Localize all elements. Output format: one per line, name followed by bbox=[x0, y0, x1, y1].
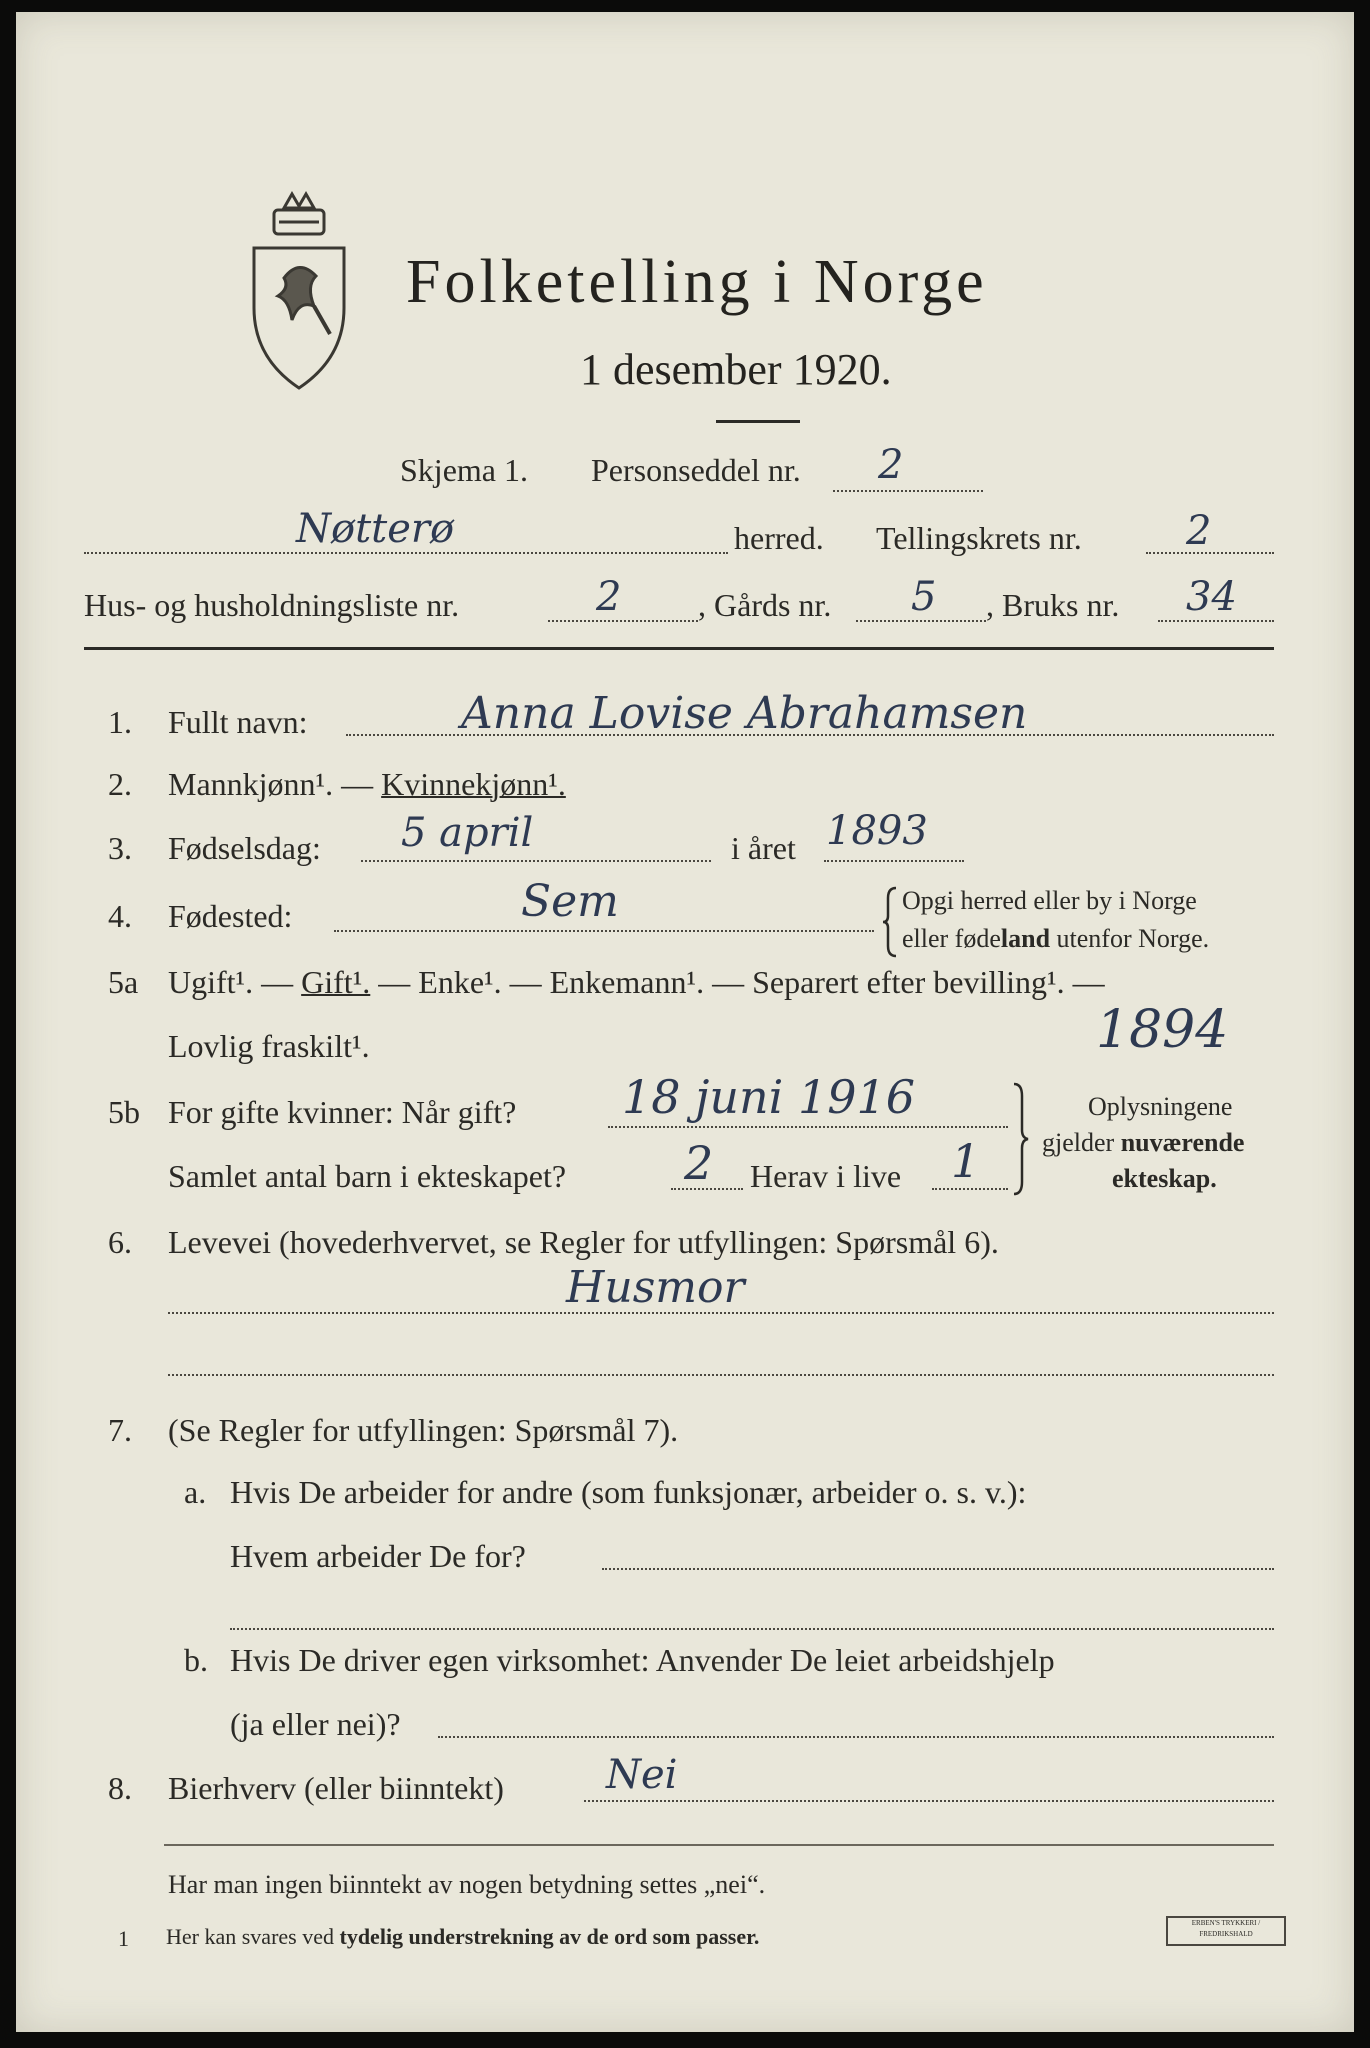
option-male[interactable]: Mannkjønn¹. bbox=[168, 766, 334, 802]
q3-number: 3. bbox=[108, 830, 132, 866]
q5b-note-line2 bbox=[1042, 1128, 1244, 1158]
full-name-value[interactable]: Anna Lovise Abrahamsen bbox=[461, 688, 1028, 739]
q2-separator: — bbox=[333, 766, 382, 802]
margin-annotation: 1894 bbox=[1096, 1000, 1229, 1060]
alive-label: Herav i live bbox=[750, 1158, 902, 1194]
alive-line bbox=[932, 1188, 1008, 1190]
tellingskrets-label: Tellingskrets nr. bbox=[876, 520, 1082, 556]
q2-number: 2. bbox=[108, 766, 132, 802]
q7-number: 7. bbox=[108, 1412, 132, 1448]
bruks-value[interactable]: 34 bbox=[1186, 574, 1237, 620]
q7a-line2 bbox=[230, 1628, 1274, 1630]
birth-year-value[interactable]: 1893 bbox=[826, 808, 928, 854]
birthplace-value[interactable]: Sem bbox=[521, 876, 619, 927]
q6-label: Levevei (hovederhvervet, se Regler for utfyllingen: Spørsmål 6). bbox=[168, 1224, 999, 1260]
q5b-line bbox=[608, 1126, 1008, 1128]
gards-value[interactable]: 5 bbox=[911, 574, 937, 620]
q3-year-label: i året bbox=[731, 830, 796, 866]
q7a-text: Hvis De arbeider for andre (som funksjonær, arbeider o. s. v.): bbox=[230, 1474, 1027, 1510]
q4-label: Fødested: bbox=[168, 898, 293, 934]
q7-label: (Se Regler for utfyllingen: Spørsmål 7). bbox=[168, 1412, 679, 1448]
coat-of-arms-icon bbox=[244, 188, 354, 394]
herred-line bbox=[84, 552, 728, 554]
header-divider bbox=[84, 647, 1274, 650]
q3-label: Fødselsdag: bbox=[168, 830, 321, 866]
herred-label: herred. bbox=[734, 520, 824, 556]
q4-note-a: eller føde bbox=[902, 924, 1001, 953]
gards-line bbox=[856, 620, 986, 622]
footnote-text bbox=[166, 1924, 759, 1950]
children-label: Samlet antal barn i ekteskapet? bbox=[168, 1158, 567, 1194]
q8-line bbox=[584, 1800, 1274, 1802]
q4-note-b: land bbox=[1000, 924, 1051, 953]
q7b-letter: b. bbox=[184, 1642, 208, 1678]
q2-options bbox=[168, 766, 566, 803]
q1-number: 1. bbox=[108, 704, 132, 740]
q4-note-line1: Opgi herred eller by i Norge bbox=[902, 886, 1197, 915]
option-gift[interactable]: Gift¹. bbox=[301, 964, 371, 1000]
q5a-dash: — bbox=[253, 964, 302, 1000]
hus-line bbox=[548, 620, 698, 622]
tellingskrets-value[interactable]: 2 bbox=[1186, 508, 1212, 554]
q4-line bbox=[334, 930, 874, 932]
personseddel-line bbox=[833, 490, 983, 492]
hus-label: Hus- og husholdningsliste nr. bbox=[84, 587, 460, 623]
q1-label: Fullt navn: bbox=[168, 704, 308, 740]
occupation-value[interactable]: Husmor bbox=[566, 1262, 745, 1313]
q5a-number: 5a bbox=[108, 964, 139, 1000]
census-form bbox=[16, 12, 1354, 2032]
personseddel-value[interactable]: 2 bbox=[878, 442, 904, 488]
footnote-a: Her kan svares ved bbox=[166, 1924, 340, 1949]
q5a-options bbox=[168, 964, 1105, 1001]
alive-value[interactable]: 1 bbox=[951, 1134, 981, 1188]
option-lovlig-fraskilt[interactable]: Lovlig fraskilt¹. bbox=[168, 1028, 370, 1064]
married-date-value[interactable]: 18 juni 1916 bbox=[622, 1070, 916, 1124]
q3-year-line bbox=[824, 860, 964, 862]
herred-value[interactable]: Nøtterø bbox=[296, 506, 455, 552]
q4-note-c: utenfor Norge. bbox=[1050, 924, 1210, 953]
hus-value[interactable]: 2 bbox=[596, 574, 622, 620]
gards-label: , Gårds nr. bbox=[698, 587, 832, 623]
side-income-value[interactable]: Nei bbox=[606, 1752, 678, 1798]
q4-brace-icon bbox=[882, 886, 898, 958]
q5b-note-line3: ekteskap. bbox=[1112, 1164, 1217, 1193]
footnote-b: tydelig understrekning av de ord som passer. bbox=[339, 1924, 760, 1949]
form-title: Folketelling i Norge bbox=[406, 248, 988, 316]
q7b-text: Hvis De driver egen virksomhet: Anvender De leiet arbeidshjelp bbox=[230, 1642, 1055, 1678]
q6-line2 bbox=[168, 1374, 1274, 1376]
q8-label: Bierhverv (eller biinntekt) bbox=[168, 1770, 504, 1806]
personseddel-label: Personseddel nr. bbox=[591, 452, 801, 488]
title-rule bbox=[716, 420, 800, 423]
footnote-number: 1 bbox=[118, 1926, 129, 1951]
q7b-line bbox=[438, 1736, 1274, 1738]
q5a-rest[interactable]: — Enke¹. — Enkemann¹. — Separert efter bevilling¹. — bbox=[370, 964, 1105, 1000]
q8-number: 8. bbox=[108, 1770, 132, 1806]
printer-stamp: ERBEN'S TRYKKERI / FREDRIKSHALD bbox=[1166, 1916, 1286, 1946]
birthday-value[interactable]: 5 april bbox=[401, 810, 534, 856]
q3-line bbox=[361, 860, 711, 862]
q7b-question: (ja eller nei)? bbox=[230, 1706, 401, 1742]
option-ugift[interactable]: Ugift¹. bbox=[168, 964, 254, 1000]
bruks-line bbox=[1158, 620, 1274, 622]
children-value[interactable]: 2 bbox=[684, 1136, 714, 1190]
q5b-label: For gifte kvinner: Når gift? bbox=[168, 1094, 517, 1130]
q4-number: 4. bbox=[108, 898, 132, 934]
q5b-brace-icon bbox=[1012, 1082, 1030, 1196]
q7a-letter: a. bbox=[184, 1474, 207, 1510]
q4-note-line2 bbox=[902, 924, 1209, 954]
footer-note: Har man ingen biinntekt av nogen betydning settes „nei“. bbox=[168, 1870, 766, 1899]
q5b-note-line1: Oplysningene bbox=[1088, 1092, 1233, 1121]
footer-divider bbox=[164, 1844, 1274, 1846]
option-female[interactable]: Kvinnekjønn¹. bbox=[381, 766, 566, 802]
q6-number: 6. bbox=[108, 1224, 132, 1260]
form-date: 1 desember 1920. bbox=[580, 345, 892, 394]
q7a-question: Hvem arbeider De for? bbox=[230, 1538, 526, 1574]
q5b-note-b: nuværende bbox=[1120, 1128, 1245, 1157]
q5b-number: 5b bbox=[108, 1094, 140, 1130]
q7a-line1 bbox=[602, 1568, 1274, 1570]
q5b-note-a: gjelder bbox=[1042, 1128, 1121, 1157]
bruks-label: , Bruks nr. bbox=[986, 587, 1120, 623]
schema-label: Skjema 1. bbox=[400, 452, 528, 488]
